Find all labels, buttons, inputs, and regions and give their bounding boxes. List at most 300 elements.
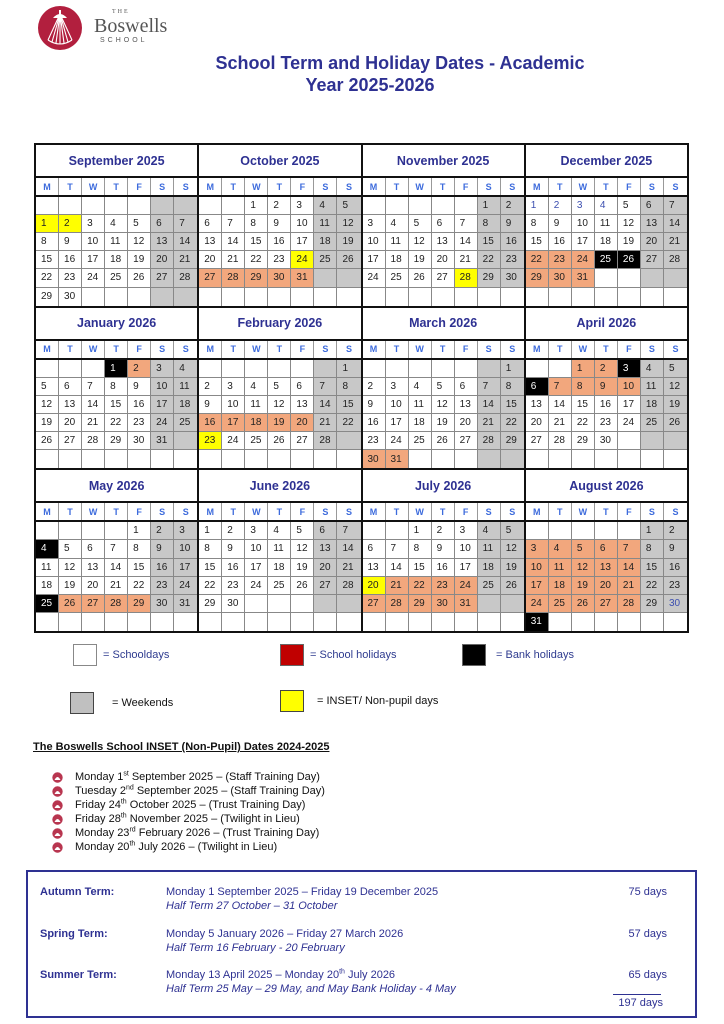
day-cell: 15 xyxy=(641,559,664,576)
legend-bank-holidays-label: = Bank holidays xyxy=(496,649,574,661)
day-cell xyxy=(128,450,151,468)
day-cell: 8 xyxy=(199,540,222,557)
day-cell xyxy=(363,613,386,631)
day-cell xyxy=(409,450,432,468)
term-dates: Monday 5 January 2026 – Friday 27 March 2026 xyxy=(166,928,404,940)
day-cell xyxy=(314,288,337,306)
legend-inset-label: = INSET/ Non-pupil days xyxy=(317,695,439,707)
day-cell: 23 xyxy=(151,577,174,594)
shell-bullet-icon xyxy=(52,842,63,853)
day-cell: 23 xyxy=(222,577,245,594)
month-block xyxy=(363,145,524,306)
day-cell: 7 xyxy=(314,378,337,395)
day-cell: 9 xyxy=(501,215,524,232)
day-cell: 10 xyxy=(386,396,409,413)
day-cell xyxy=(549,450,572,468)
day-cell: 2 xyxy=(128,360,151,377)
day-cell xyxy=(478,288,501,306)
day-cell: 17 xyxy=(386,414,409,431)
week-row xyxy=(199,215,360,233)
day-cell xyxy=(82,613,105,631)
day-cell: 4 xyxy=(386,215,409,232)
day-cell: 19 xyxy=(664,396,687,413)
day-cell: 4 xyxy=(105,215,128,232)
day-cell: 9 xyxy=(363,396,386,413)
day-cell: 29 xyxy=(199,595,222,612)
week-row xyxy=(363,414,524,432)
day-cell: 24 xyxy=(174,577,197,594)
day-cell: 7 xyxy=(478,378,501,395)
month-title: August 2026 xyxy=(526,470,687,503)
day-cell: 11 xyxy=(386,233,409,250)
weekday-header: M xyxy=(526,341,549,358)
day-cell xyxy=(337,595,360,612)
day-cell: 1 xyxy=(572,360,595,377)
weekday-header: F xyxy=(128,178,151,195)
day-cell: 16 xyxy=(128,396,151,413)
day-cell: 9 xyxy=(664,540,687,557)
day-cell: 19 xyxy=(572,577,595,594)
day-cell: 7 xyxy=(337,522,360,539)
day-cell: 2 xyxy=(664,522,687,539)
day-cell: 14 xyxy=(478,396,501,413)
weekday-header: M xyxy=(199,341,222,358)
weekday-header: W xyxy=(572,341,595,358)
week-row xyxy=(363,522,524,540)
week-row xyxy=(199,613,360,631)
day-cell: 26 xyxy=(664,414,687,431)
month-block xyxy=(36,145,197,306)
day-cell xyxy=(151,197,174,214)
weekday-header: M xyxy=(363,178,386,195)
day-cell: 25 xyxy=(641,414,664,431)
day-cell: 1 xyxy=(105,360,128,377)
day-cell: 11 xyxy=(595,215,618,232)
day-cell: 20 xyxy=(455,414,478,431)
inset-date-item xyxy=(52,812,325,826)
day-cell: 5 xyxy=(409,215,432,232)
day-cell: 2 xyxy=(363,378,386,395)
weekday-header: S xyxy=(672,181,679,192)
day-cell: 8 xyxy=(105,378,128,395)
day-cell: 13 xyxy=(455,396,478,413)
day-cell: 29 xyxy=(105,432,128,449)
day-cell: 28 xyxy=(174,269,197,286)
day-cell: 10 xyxy=(245,540,268,557)
day-cell: 13 xyxy=(595,559,618,576)
day-cell: 29 xyxy=(526,269,549,286)
day-cell xyxy=(337,288,360,306)
day-cell xyxy=(386,613,409,631)
day-cell: 29 xyxy=(409,595,432,612)
day-cell: 4 xyxy=(478,522,501,539)
day-cell: 24 xyxy=(245,577,268,594)
day-cell: 24 xyxy=(386,432,409,449)
day-cell xyxy=(174,288,197,306)
day-cell: 19 xyxy=(432,414,455,431)
term-name: Autumn Term: xyxy=(40,886,115,898)
day-cell: 8 xyxy=(128,540,151,557)
day-cell: 4 xyxy=(641,360,664,377)
day-cell xyxy=(526,288,549,306)
day-cell: 31 xyxy=(291,269,314,286)
day-cell xyxy=(291,288,314,306)
day-cell xyxy=(337,269,360,286)
week-row xyxy=(199,251,360,269)
day-cell: 10 xyxy=(455,540,478,557)
day-cell xyxy=(222,197,245,214)
day-cell xyxy=(36,522,59,539)
weekday-header: S xyxy=(509,344,516,355)
weekday-header: S xyxy=(345,344,352,355)
day-cell: 18 xyxy=(36,577,59,594)
day-cell: 11 xyxy=(478,540,501,557)
day-cell: 10 xyxy=(151,378,174,395)
weekday-header: F xyxy=(291,178,314,195)
day-cell: 30 xyxy=(432,595,455,612)
week-row xyxy=(36,360,197,378)
month-block xyxy=(526,145,687,306)
day-cell: 21 xyxy=(82,414,105,431)
day-cell: 6 xyxy=(363,540,386,557)
day-cell: 22 xyxy=(128,577,151,594)
weekday-header: W xyxy=(82,178,105,195)
day-cell: 6 xyxy=(526,378,549,395)
day-cell: 20 xyxy=(59,414,82,431)
day-cell: 8 xyxy=(501,378,524,395)
year-calendar xyxy=(34,143,689,633)
day-cell xyxy=(291,613,314,631)
month-block xyxy=(199,145,360,306)
month-block xyxy=(363,470,524,631)
day-cell: 16 xyxy=(268,233,291,250)
day-cell xyxy=(478,613,501,631)
day-cell: 29 xyxy=(501,432,524,449)
weekday-header: F xyxy=(291,503,314,520)
month-title: September 2025 xyxy=(36,145,197,178)
day-cell xyxy=(245,288,268,306)
day-cell: 24 xyxy=(82,269,105,286)
day-cell xyxy=(618,432,641,449)
weekday-header: S xyxy=(345,181,352,192)
day-cell: 19 xyxy=(501,559,524,576)
day-cell: 23 xyxy=(595,414,618,431)
week-row xyxy=(363,251,524,269)
day-cell: 28 xyxy=(337,577,360,594)
day-cell: 28 xyxy=(105,595,128,612)
day-cell: 20 xyxy=(291,414,314,431)
day-cell xyxy=(409,613,432,631)
total-divider xyxy=(613,994,661,995)
day-cell xyxy=(128,613,151,631)
day-cell: 14 xyxy=(82,396,105,413)
day-cell xyxy=(432,197,455,214)
day-cell xyxy=(409,288,432,306)
week-row xyxy=(526,378,687,396)
weekday-header: S xyxy=(641,503,664,520)
day-cell: 18 xyxy=(174,396,197,413)
day-cell: 9 xyxy=(268,215,291,232)
week-row xyxy=(526,215,687,233)
logo-school: SCHOOL xyxy=(100,37,148,44)
day-cell: 30 xyxy=(549,269,572,286)
day-cell xyxy=(664,613,687,631)
day-cell: 3 xyxy=(82,215,105,232)
day-cell: 20 xyxy=(432,251,455,268)
day-cell xyxy=(386,197,409,214)
weekday-header: T xyxy=(105,341,128,358)
day-cell: 16 xyxy=(549,233,572,250)
week-row xyxy=(363,215,524,233)
day-cell: 23 xyxy=(128,414,151,431)
day-cell xyxy=(526,450,549,468)
day-cell: 2 xyxy=(595,360,618,377)
day-cell xyxy=(455,197,478,214)
day-cell: 1 xyxy=(478,197,501,214)
weekday-header: M xyxy=(526,178,549,195)
day-cell: 2 xyxy=(549,197,572,214)
day-cell: 4 xyxy=(36,540,59,557)
school-holidays-swatch xyxy=(280,644,304,666)
week-row xyxy=(199,559,360,577)
day-cell: 11 xyxy=(245,396,268,413)
day-cell: 11 xyxy=(268,540,291,557)
day-cell: 10 xyxy=(618,378,641,395)
day-cell: 1 xyxy=(641,522,664,539)
week-row xyxy=(363,233,524,251)
month-title: February 2026 xyxy=(199,308,360,341)
weekday-header: T xyxy=(222,341,245,358)
day-cell: 13 xyxy=(432,233,455,250)
day-cell: 26 xyxy=(572,595,595,612)
shell-bullet-icon xyxy=(52,786,63,797)
day-cell xyxy=(618,450,641,468)
day-cell: 13 xyxy=(82,559,105,576)
day-cell xyxy=(664,432,687,449)
day-cell xyxy=(105,288,128,306)
day-cell xyxy=(664,269,687,286)
week-row xyxy=(526,540,687,558)
week-row xyxy=(36,540,197,558)
inset-date-item xyxy=(52,798,325,812)
day-cell xyxy=(105,522,128,539)
term-days: 65 days xyxy=(628,969,667,981)
month-block xyxy=(526,470,687,631)
month-title: November 2025 xyxy=(363,145,524,178)
day-cell: 30 xyxy=(595,432,618,449)
day-cell xyxy=(595,613,618,631)
day-cell: 27 xyxy=(526,432,549,449)
day-cell: 13 xyxy=(314,540,337,557)
day-cell: 15 xyxy=(337,396,360,413)
week-row xyxy=(199,577,360,595)
day-cell xyxy=(595,288,618,306)
day-cell: 1 xyxy=(409,522,432,539)
weekday-header: F xyxy=(618,503,641,520)
week-row xyxy=(526,360,687,378)
weekday-header: T xyxy=(386,503,409,520)
day-cell xyxy=(595,450,618,468)
day-cell: 8 xyxy=(641,540,664,557)
day-cell: 4 xyxy=(409,378,432,395)
week-row xyxy=(36,269,197,287)
term-half-term: Half Term 25 May – 29 May, and May Bank Holiday - 4 May xyxy=(166,983,456,995)
day-cell: 3 xyxy=(291,197,314,214)
day-cell: 17 xyxy=(291,233,314,250)
day-cell: 8 xyxy=(409,540,432,557)
day-cell: 10 xyxy=(526,559,549,576)
week-row xyxy=(199,197,360,215)
day-cell xyxy=(151,288,174,306)
day-cell: 12 xyxy=(572,559,595,576)
day-cell xyxy=(501,613,524,631)
day-cell xyxy=(618,288,641,306)
day-cell xyxy=(641,288,664,306)
day-cell: 16 xyxy=(199,414,222,431)
day-cell xyxy=(363,197,386,214)
day-cell xyxy=(245,450,268,468)
term-dates: Monday 1 September 2025 – Friday 19 December 2025 xyxy=(166,886,439,898)
day-cell: 1 xyxy=(128,522,151,539)
day-cell: 14 xyxy=(664,215,687,232)
weekday-header: W xyxy=(245,341,268,358)
title-line-2: Year 2025-2026 xyxy=(305,75,435,95)
day-cell: 7 xyxy=(455,215,478,232)
day-cell: 15 xyxy=(199,559,222,576)
day-cell: 20 xyxy=(199,251,222,268)
day-cell: 18 xyxy=(268,559,291,576)
day-cell: 1 xyxy=(199,522,222,539)
day-cell xyxy=(618,522,641,539)
bank-holidays-swatch xyxy=(462,644,486,666)
day-cell: 20 xyxy=(526,414,549,431)
day-cell xyxy=(572,613,595,631)
legend-weekends xyxy=(70,692,173,714)
term-dates: Monday 13 April 2025 – Monday 20th July 2026 xyxy=(166,968,396,981)
day-cell xyxy=(386,522,409,539)
legend-inset xyxy=(280,690,438,712)
day-cell: 1 xyxy=(526,197,549,214)
week-row xyxy=(199,540,360,558)
day-cell: 23 xyxy=(664,577,687,594)
day-cell: 12 xyxy=(59,559,82,576)
day-cell: 23 xyxy=(59,269,82,286)
day-cell: 11 xyxy=(314,215,337,232)
week-row xyxy=(526,613,687,631)
day-cell xyxy=(82,360,105,377)
day-cell: 15 xyxy=(501,396,524,413)
week-row xyxy=(36,432,197,450)
day-cell: 7 xyxy=(105,540,128,557)
day-cell xyxy=(314,613,337,631)
weekday-header: S xyxy=(314,341,337,358)
day-cell: 5 xyxy=(501,522,524,539)
month-block xyxy=(36,308,197,469)
day-cell: 17 xyxy=(245,559,268,576)
day-cell: 5 xyxy=(337,197,360,214)
day-cell: 26 xyxy=(432,432,455,449)
day-cell xyxy=(501,595,524,612)
weekday-header: S xyxy=(509,506,516,517)
day-cell: 9 xyxy=(59,233,82,250)
day-cell: 16 xyxy=(222,559,245,576)
day-cell: 22 xyxy=(337,414,360,431)
inset-date-text: Monday 1st September 2025 – (Staff Training Day) xyxy=(75,770,320,783)
month-title: June 2026 xyxy=(199,470,360,503)
weekday-header: F xyxy=(455,341,478,358)
day-cell: 21 xyxy=(174,251,197,268)
day-cell: 15 xyxy=(526,233,549,250)
weekday-header: S xyxy=(314,178,337,195)
day-cell: 12 xyxy=(36,396,59,413)
day-cell: 5 xyxy=(572,540,595,557)
day-cell: 4 xyxy=(549,540,572,557)
weekday-header: S xyxy=(509,181,516,192)
day-cell: 6 xyxy=(314,522,337,539)
day-cell: 14 xyxy=(174,233,197,250)
day-cell: 29 xyxy=(245,269,268,286)
day-cell: 2 xyxy=(222,522,245,539)
weekday-header: T xyxy=(59,503,82,520)
day-cell: 17 xyxy=(455,559,478,576)
week-row xyxy=(363,613,524,631)
day-cell: 13 xyxy=(641,215,664,232)
day-cell xyxy=(455,450,478,468)
week-row xyxy=(36,251,197,269)
day-cell: 18 xyxy=(105,251,128,268)
day-cell xyxy=(432,360,455,377)
week-row xyxy=(363,559,524,577)
day-cell xyxy=(105,613,128,631)
month-block xyxy=(526,308,687,469)
day-cell: 22 xyxy=(245,251,268,268)
day-cell: 4 xyxy=(268,522,291,539)
title-line-1: School Term and Holiday Dates - Academic xyxy=(215,53,585,73)
day-cell: 14 xyxy=(222,233,245,250)
weekday-header: T xyxy=(549,178,572,195)
day-cell: 9 xyxy=(128,378,151,395)
day-cell xyxy=(549,288,572,306)
weekday-header: S xyxy=(151,341,174,358)
week-row xyxy=(526,595,687,613)
day-cell xyxy=(105,197,128,214)
day-cell: 13 xyxy=(59,396,82,413)
day-cell xyxy=(363,360,386,377)
day-cell: 28 xyxy=(618,595,641,612)
day-cell: 26 xyxy=(128,269,151,286)
weekday-header: S xyxy=(641,341,664,358)
school-logo xyxy=(38,6,178,50)
day-cell: 19 xyxy=(618,233,641,250)
day-cell: 4 xyxy=(174,360,197,377)
weekday-header-row xyxy=(363,503,524,522)
week-row xyxy=(36,613,197,631)
day-cell: 12 xyxy=(432,396,455,413)
day-cell: 17 xyxy=(82,251,105,268)
weekday-header: T xyxy=(105,503,128,520)
day-cell xyxy=(199,450,222,468)
day-cell: 3 xyxy=(455,522,478,539)
inset-date-text: Monday 23rd February 2026 – (Trust Training Day) xyxy=(75,826,320,839)
term-name: Spring Term: xyxy=(40,928,108,940)
legend-school-holidays xyxy=(280,644,397,666)
weekday-header: S xyxy=(182,506,189,517)
day-cell: 24 xyxy=(151,414,174,431)
day-cell: 25 xyxy=(409,432,432,449)
term-summary-box xyxy=(26,870,697,1018)
day-cell: 6 xyxy=(641,197,664,214)
day-cell: 13 xyxy=(363,559,386,576)
